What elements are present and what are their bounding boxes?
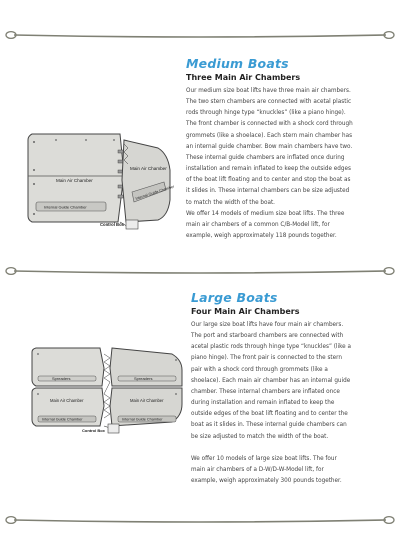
- main-air-chamber-label: Main Air Chamber: [56, 178, 93, 183]
- text-line: during installation and remain inflated to keep the: [191, 400, 335, 407]
- large-boats-subtitle: Four Main Air Chambers: [191, 307, 300, 316]
- text-line: example, weigh approximately 300 pounds together.: [191, 478, 342, 485]
- medium-boats-subtitle: Three Main Air Chambers: [186, 73, 301, 82]
- main-air-chamber-label: Main Air Chamber: [130, 398, 164, 403]
- text-line: pair with a shock cord through grommets (like a: [191, 366, 328, 373]
- large-boats-description: [191, 320, 351, 487]
- text-line: These internal guide chambers are inflated once during: [186, 154, 345, 161]
- text-line: We offer 10 models of large size boat lifts. The four: [191, 455, 337, 462]
- control-box-icon: [108, 424, 119, 433]
- internal-guide-chamber-label: Internal Guide Chamber: [122, 417, 163, 422]
- text-line: it slides in. These internal chambers can be size adjusted: [186, 188, 350, 195]
- internal-guide-chamber-label: Internal Guide Chamber: [44, 204, 87, 210]
- text-line: rods through hinge type “knuckles” (like a piano hinge).: [186, 110, 346, 117]
- text-line: example, weigh approximately 118 pounds together.: [186, 233, 337, 240]
- text-line: main air chambers of a D-W/D-W-Model lift, for: [191, 467, 324, 474]
- text-line: boat as it slides in. These internal guide chambers can: [191, 422, 347, 429]
- large-boats-title: Large Boats: [191, 290, 278, 305]
- spreaders-label: Spreaders: [134, 376, 153, 381]
- text-line: We offer 14 models of medium size boat lifts. The three: [186, 210, 345, 217]
- text-line: outside edges of the boat lift floating and to center the: [191, 411, 348, 418]
- text-line: of the boat lift floating and to center and stop the boat as: [186, 177, 351, 184]
- three-chamber-lift-diagram: [26, 130, 178, 230]
- text-line: Our large size boat lifts have four main air chambers.: [191, 322, 344, 328]
- text-line: shoelace). Each main air chamber has an internal guide: [191, 377, 351, 384]
- divider-rope-middle: [0, 264, 400, 278]
- control-box-icon: [126, 220, 138, 229]
- main-air-chamber-label: Main Air Chamber: [130, 166, 167, 171]
- text-line: The port and starboard chambers are connected with: [191, 333, 344, 340]
- text-line: to match the width of the boat.: [186, 199, 275, 206]
- text-line: Our medium size boat lifts have three main air chambers.: [186, 88, 351, 94]
- text-line: The front chamber is connected with a shock cord through: [186, 121, 353, 128]
- medium-boats-description: [186, 86, 353, 242]
- text-line: chamber. These internal chambers are inflated once: [191, 388, 340, 395]
- main-air-chamber-label: Main Air Chamber: [50, 398, 84, 403]
- divider-rope-bottom: [0, 513, 400, 527]
- text-line: installation and remain inflated to keep the outside edges: [186, 166, 351, 173]
- text-line: The two stern chambers are connected with acetal plastic: [186, 99, 352, 106]
- text-line: an internal guide chamber. Bow main chambers have two.: [186, 143, 353, 150]
- control-box-label: Control Box: [100, 222, 124, 227]
- spreaders-label: Spreaders: [52, 376, 71, 381]
- divider-rope-top: [0, 28, 400, 42]
- text-line: main air chambers of a common C/B-Model lift, for: [186, 221, 330, 228]
- text-line: [191, 443, 351, 454]
- text-line: piano hinge). The front pair is connected to the stern: [191, 355, 342, 362]
- internal-guide-chamber-label: Internal Guide Chamber: [135, 184, 175, 201]
- text-line: acetal plastic rods through hinge type “knuckles” (like a: [191, 344, 351, 351]
- four-chamber-lift-diagram: [30, 346, 186, 436]
- text-line: be size adjusted to match the width of the boat.: [191, 433, 329, 440]
- internal-guide-chamber-label: Internal Guide Chamber: [42, 417, 83, 422]
- control-box-label: Control Box: [82, 428, 105, 433]
- text-line: grommets (like a shoelace). Each stern main chamber has: [186, 132, 353, 139]
- medium-boats-title: Medium Boats: [186, 56, 289, 71]
